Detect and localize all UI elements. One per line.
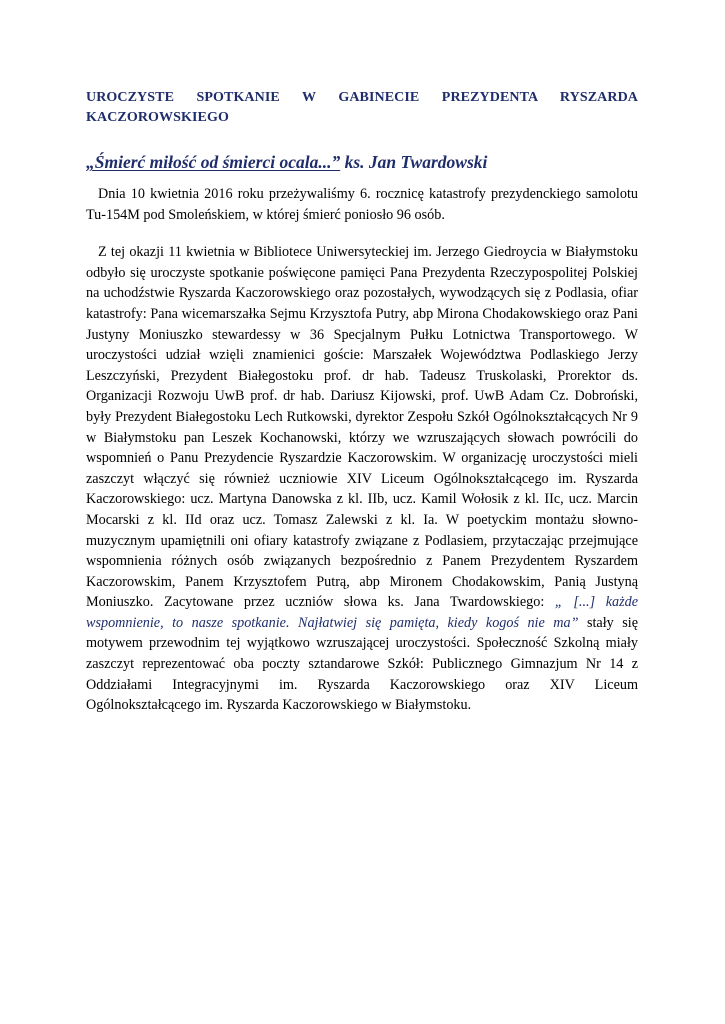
paragraph-1: Dnia 10 kwietnia 2016 roku przeżywaliśmy 6. rocznicę katastrofy prezydenckiego samolotu Tu-154M pod Smoleńskiem, w której śmierć poniosło 96 osób. (86, 186, 638, 223)
paragraph-2-inline-quote: „ [...] każde wspomnienie, to nasze spotkanie. Najłatwiej się pamięta, kiedy kogoś nie ma” (86, 594, 638, 631)
paragraph-2 (86, 242, 638, 716)
paragraph-2-text-before: Z tej okazji 11 kwietnia w Bibliotece Uniwersyteckiej im. Jerzego Giedroycia w Białymstoku odbyło się uroczyste spotkanie poświęcone pamięci Pana Prezydenta Rzeczypospolitej Polskiej na uchodźstwie Ryszarda Kaczorowskiego oraz pozostałych, wywodzących się z Podlasia, ofiar katastrofy: Pana wicemarszałka Sejmu Krzysztofa Putry, abp Mirona Chodakowskiego oraz Pani Justyny Moniuszko stewardessy w 36 Specjalnym Pułku Lotnictwa Transportowego. W uroczystości udział wzięli znamienici goście: Marszałek Województwa Podlaskiego Jerzy Leszczyński, Prezydent Białegostoku prof. dr hab. Tadeusz Truskolaski, Prorektor ds. Organizacji Rozwoju UwB prof. dr hab. Dariusz Kijowski, prof. UwB Adam Cz. Dobroński, były Prezydent Białegostoku Lech Rutkowski, dyrektor Zespołu Szkół Ogólnokształcących Nr 9 w Białymstoku pan Leszek Kochanowski, którzy we wzruszających słowach powrócili do wspomnień o Panu Prezydencie Ryszardzie Kaczorowskim. W organizację uroczystości mieli zaszczyt włączyć się również uczniowie XIV Liceum Ogólnokształcącego im. Ryszarda Kaczorowskiego: ucz. Martyna Danowska z kl. IIb, ucz. Kamil Wołosik z kl. IIc, ucz. Marcin Mocarski z kl. IId oraz ucz. Tomasz Zalewski z kl. Ia. W poetyckim montażu słowno-muzycznym upamiętnili oni ofiary katastrofy związane z Podlasiem, przytaczając przejmujące wspomnienia różnych osób związanych bezpośrednio z Panem Prezydentem Ryszardem Kaczorowskim, Panem Krzysztofem Putrą, abp Mironem Chodakowskim, Panią Justyną Moniuszko. Zacytowane przez uczniów słowa ks. Jana Twardowskiego: (86, 244, 638, 611)
quote-title (86, 150, 638, 174)
quote-author: ks. Jan Twardowski (340, 152, 488, 172)
paragraph-2-text-after: stały się motywem przewodnim tej wyjątkowo wzruszającej uroczystości. Społeczność Szkolną miały zaszczyt reprezentować oba poczty sztandarowe Szkół: Publicznego Gimnazjum Nr 14 z Oddziałami Integracyjnymi im. Ryszarda Kaczorowskiego oraz XIV Liceum Ogólnokształcącego im. Ryszarda Kaczorowskiego w Białymstoku. (86, 614, 638, 714)
document-page (86, 88, 638, 716)
quote-title-text: „Śmierć miłość od śmierci ocala...” (86, 152, 341, 172)
article-heading: UROCZYSTE SPOTKANIE W GABINECIE PREZYDENTA RYSZARDA KACZOROWSKIEGO (86, 90, 638, 125)
